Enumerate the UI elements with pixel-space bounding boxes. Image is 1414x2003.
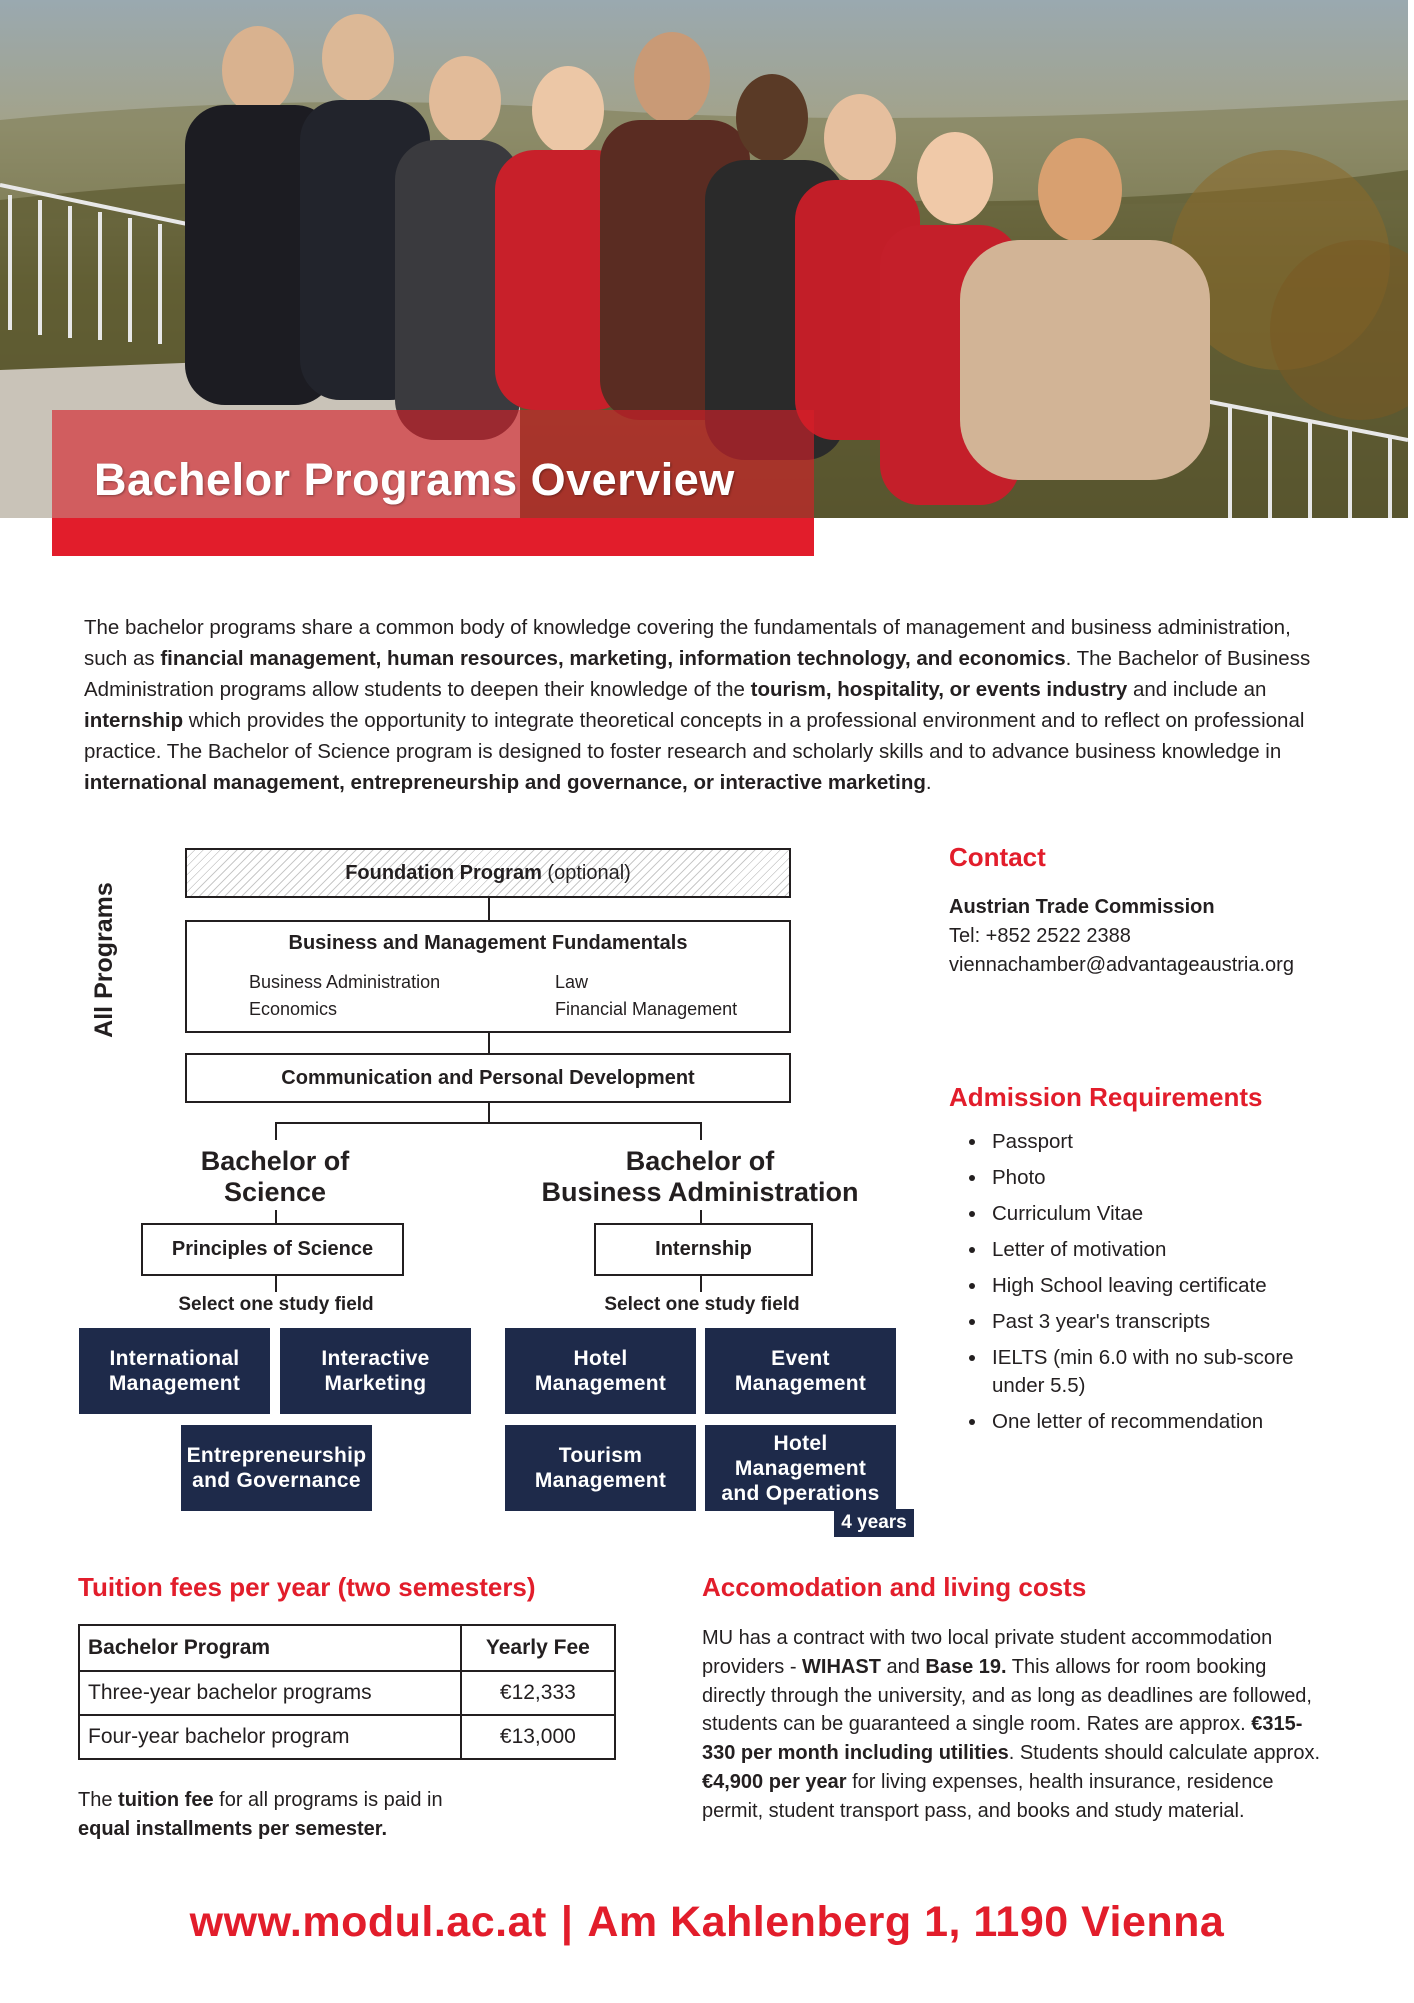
foundation-note: (optional)	[547, 862, 631, 884]
fundamentals-box	[185, 920, 791, 1033]
table-row	[79, 1671, 615, 1715]
table-row	[79, 1715, 615, 1759]
connector-line	[700, 1210, 702, 1223]
list-item: • Curriculum Vitae	[988, 1200, 1338, 1228]
title-band-stripe	[52, 518, 814, 556]
accommodation-paragraph	[702, 1624, 1332, 1826]
field-label: Tourism Management	[534, 1444, 667, 1492]
accommodation-heading: Accomodation and living costs	[702, 1572, 1087, 1602]
field-entrepreneurship-governance	[181, 1425, 372, 1511]
contact-heading: Contact	[949, 842, 1046, 872]
bsc-heading	[150, 1146, 400, 1208]
all-programs-label: All Programs	[90, 882, 118, 1038]
tuition-table	[78, 1624, 616, 1760]
connector-line	[275, 1210, 277, 1223]
internship-box: Internship	[594, 1223, 813, 1276]
accom-text: MU has a contract with two local private student accommodation providers -	[702, 1627, 1273, 1678]
admission-heading: Admission Requirements	[949, 1082, 1263, 1112]
accom-text: This allows for room booking directly through the university, and as long as deadlines are followed, students can be guaranteed a single room. Rates are approx.	[702, 1655, 1312, 1736]
bba-heading-line1: Bachelor of	[625, 1146, 775, 1176]
foundation-title: Foundation Program	[345, 862, 542, 884]
field-international-management	[79, 1328, 270, 1414]
subject-law: Law	[555, 972, 589, 992]
intro-bold: international management, entrepreneurship and governance, or interactive marketing	[84, 771, 926, 794]
footer	[0, 1898, 1414, 1947]
connector-line	[275, 1276, 277, 1292]
bba-heading	[530, 1146, 870, 1208]
intro-text: The bachelor programs share a common body of knowledge covering the fundamentals of management and business administration, such as	[84, 616, 1291, 670]
bsc-heading-line2: Science	[223, 1177, 327, 1207]
intro-bold: internship	[84, 709, 184, 732]
intro-bold: financial management, human resources, marketing, information technology, and economics	[160, 647, 1066, 670]
accom-bold: WIHAST	[802, 1655, 881, 1678]
bba-select-label: Select one study field	[604, 1294, 800, 1315]
field-label: International Management	[108, 1347, 241, 1395]
footer-address: Am Kahlenberg 1, 1190 Vienna	[587, 1898, 1225, 1946]
communication-box: Communication and Personal Development	[185, 1053, 791, 1103]
accom-bold: €315-330 per month including utilities	[702, 1713, 1303, 1765]
subject-economics: Economics	[249, 999, 338, 1019]
tuition-heading: Tuition fees per year (two semesters)	[78, 1572, 536, 1602]
admission-list	[968, 1128, 1338, 1444]
field-label: Entrepreneurship and Governance	[186, 1444, 367, 1492]
list-item: • One letter of recommendation	[988, 1408, 1338, 1436]
list-item: • Passport	[988, 1128, 1338, 1156]
fee-cell: €13,000	[461, 1715, 615, 1759]
connector-line	[700, 1276, 702, 1292]
connector-line	[488, 1033, 490, 1053]
tuition-note	[78, 1786, 498, 1844]
subject-business-administration: Business Administration	[249, 972, 441, 992]
field-hotel-management	[505, 1328, 696, 1414]
connector-line	[488, 898, 490, 920]
table-header-row	[79, 1625, 615, 1671]
intro-bold: tourism, hospitality, or events industry	[750, 678, 1128, 701]
intro-text: and include an	[1127, 678, 1267, 701]
column-header-fee: Yearly Fee	[461, 1625, 615, 1671]
column-header-program: Bachelor Program	[79, 1625, 461, 1671]
list-item: • Letter of motivation	[988, 1236, 1338, 1264]
list-item: • IELTS (min 6.0 with no sub-score under 5.5)	[988, 1344, 1338, 1400]
page-title: Bachelor Programs Overview	[94, 454, 735, 505]
duration-badge: 4 years	[834, 1509, 914, 1537]
list-item: • Photo	[988, 1164, 1338, 1192]
contact-organization: Austrian Trade Commission	[949, 896, 1215, 918]
connector-line	[488, 1103, 490, 1123]
note-text: for all programs is paid in	[213, 1789, 443, 1811]
foundation-program-box	[185, 848, 791, 898]
accom-text: and	[880, 1655, 926, 1678]
field-interactive-marketing	[280, 1328, 471, 1414]
contact-email[interactable]: viennachamber@advantageaustria.org	[949, 954, 1294, 976]
principles-of-science-box: Principles of Science	[141, 1223, 404, 1276]
field-tourism-management	[505, 1425, 696, 1511]
footer-url[interactable]: www.modul.ac.at	[189, 1898, 547, 1946]
connector-line	[275, 1122, 277, 1140]
intro-text: which provides the opportunity to integrate theoretical concepts in a professional environment and to reflect on professional practice. The Bachelor of Science program is designed to foster research and scholarly skills and to advance business knowledge in	[84, 709, 1305, 763]
intro-text: .	[925, 771, 932, 794]
bba-heading-line2: Business Administration	[541, 1177, 859, 1207]
connector-line	[275, 1122, 702, 1124]
bsc-select-label: Select one study field	[178, 1294, 374, 1315]
field-hotel-management-operations	[705, 1425, 896, 1511]
field-label: Hotel Management	[534, 1347, 667, 1395]
title-band	[52, 410, 814, 556]
field-label: Hotel Management and Operations	[721, 1431, 880, 1505]
note-bold: tuition fee	[118, 1789, 214, 1811]
program-cell: Three-year bachelor programs	[79, 1671, 461, 1715]
fee-cell: €12,333	[461, 1671, 615, 1715]
list-item: • Past 3 year's transcripts	[988, 1308, 1338, 1336]
subject-financial-management: Financial Management	[555, 999, 738, 1019]
program-cell: Four-year bachelor program	[79, 1715, 461, 1759]
fundamentals-title: Business and Management Fundamentals	[288, 932, 688, 954]
intro-paragraph	[84, 612, 1324, 798]
intro-text: . The Bachelor of Business Administration programs allow students to deepen their knowledge of the	[84, 647, 1311, 701]
accom-text: . Students should calculate approx.	[1008, 1742, 1321, 1765]
accom-text: for living expenses, health insurance, residence permit, student transport pass, and books and study material.	[702, 1770, 1274, 1822]
field-label: Interactive Marketing	[321, 1347, 430, 1395]
accom-bold: Base 19.	[925, 1655, 1007, 1678]
note-text: The	[78, 1789, 119, 1811]
accom-bold: €4,900 per year	[702, 1770, 847, 1793]
contact-phone[interactable]: Tel: +852 2522 2388	[949, 925, 1131, 947]
bsc-heading-line1: Bachelor of	[200, 1146, 350, 1176]
note-bold: equal installments per semester.	[78, 1818, 388, 1840]
field-label: Event Management	[734, 1347, 867, 1395]
list-item: • High School leaving certificate	[988, 1272, 1338, 1300]
connector-line	[700, 1122, 702, 1140]
field-event-management	[705, 1328, 896, 1414]
footer-separator: |	[560, 1898, 574, 1946]
